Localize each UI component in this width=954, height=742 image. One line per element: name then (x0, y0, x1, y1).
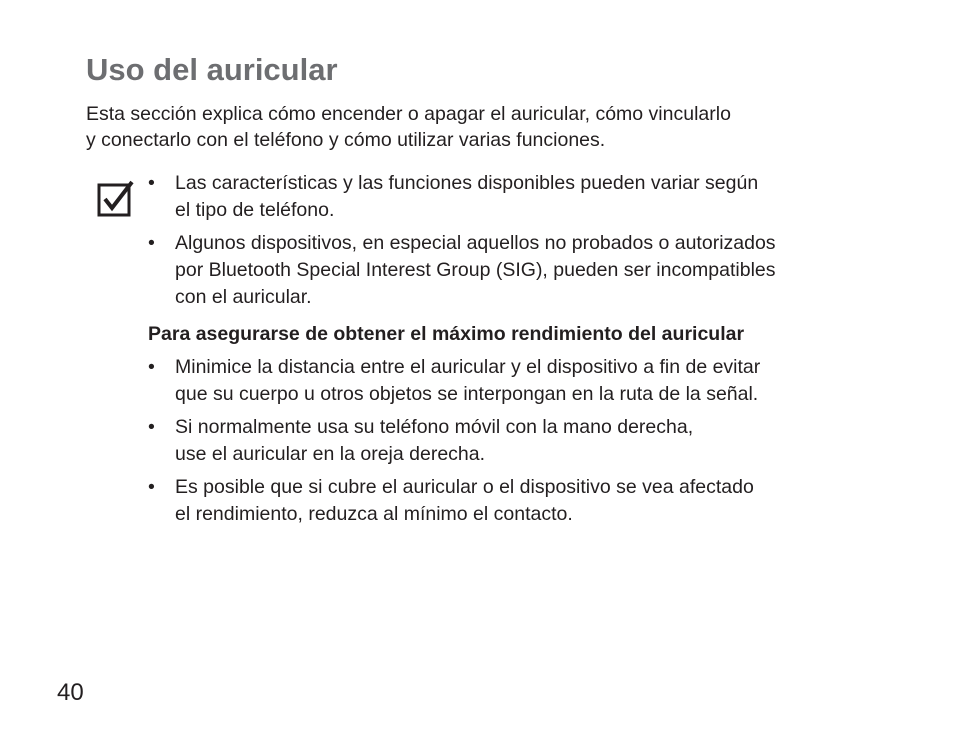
list-item-line: Algunos dispositivos, en especial aquellos no probados o autorizados (175, 232, 776, 254)
list-item-line: Minimice la distancia entre el auricular y el dispositivo a fin de evitar (175, 356, 761, 378)
list-item-line: el rendimiento, reduzca al mínimo el contacto. (175, 503, 573, 525)
list-item (148, 230, 868, 311)
list-item-line: con el auricular. (175, 286, 312, 308)
list-item (148, 170, 868, 224)
list-item-line: use el auricular en la oreja derecha. (175, 443, 486, 465)
tips-heading: Para asegurarse de obtener el máximo rendimiento del auricular (148, 323, 745, 345)
intro-line: Esta sección explica cómo encender o apagar el auricular, cómo vincularlo (86, 103, 731, 125)
list-item-line: por Bluetooth Special Interest Group (SIG), pueden ser incompatibles (175, 259, 776, 281)
list-item-line: el tipo de teléfono. (175, 199, 335, 221)
list-item (148, 414, 868, 468)
list-item-line: que su cuerpo u otros objetos se interpongan en la ruta de la señal. (175, 383, 759, 405)
list-item-line: Si normalmente usa su teléfono móvil con la mano derecha, (175, 416, 694, 438)
bullet-mark: • (148, 172, 155, 194)
list-item-line: Las características y las funciones disponibles pueden variar según (175, 172, 759, 194)
bullet-mark: • (148, 416, 155, 438)
intro-paragraph (86, 101, 886, 153)
page-title: Uso del auricular (86, 52, 338, 87)
bullet-mark: • (148, 476, 155, 498)
tips-list (148, 354, 868, 534)
list-item (148, 474, 868, 528)
list-item (148, 354, 868, 408)
list-item-line: Es posible que si cubre el auricular o el dispositivo se vea afectado (175, 476, 754, 498)
bullet-mark: • (148, 232, 155, 254)
bullet-mark: • (148, 356, 155, 378)
note-list (148, 170, 868, 317)
intro-line: y conectarlo con el teléfono y cómo utilizar varias funciones. (86, 129, 606, 151)
page-number: 40 (57, 679, 84, 706)
checkbox-check-icon (97, 180, 135, 218)
